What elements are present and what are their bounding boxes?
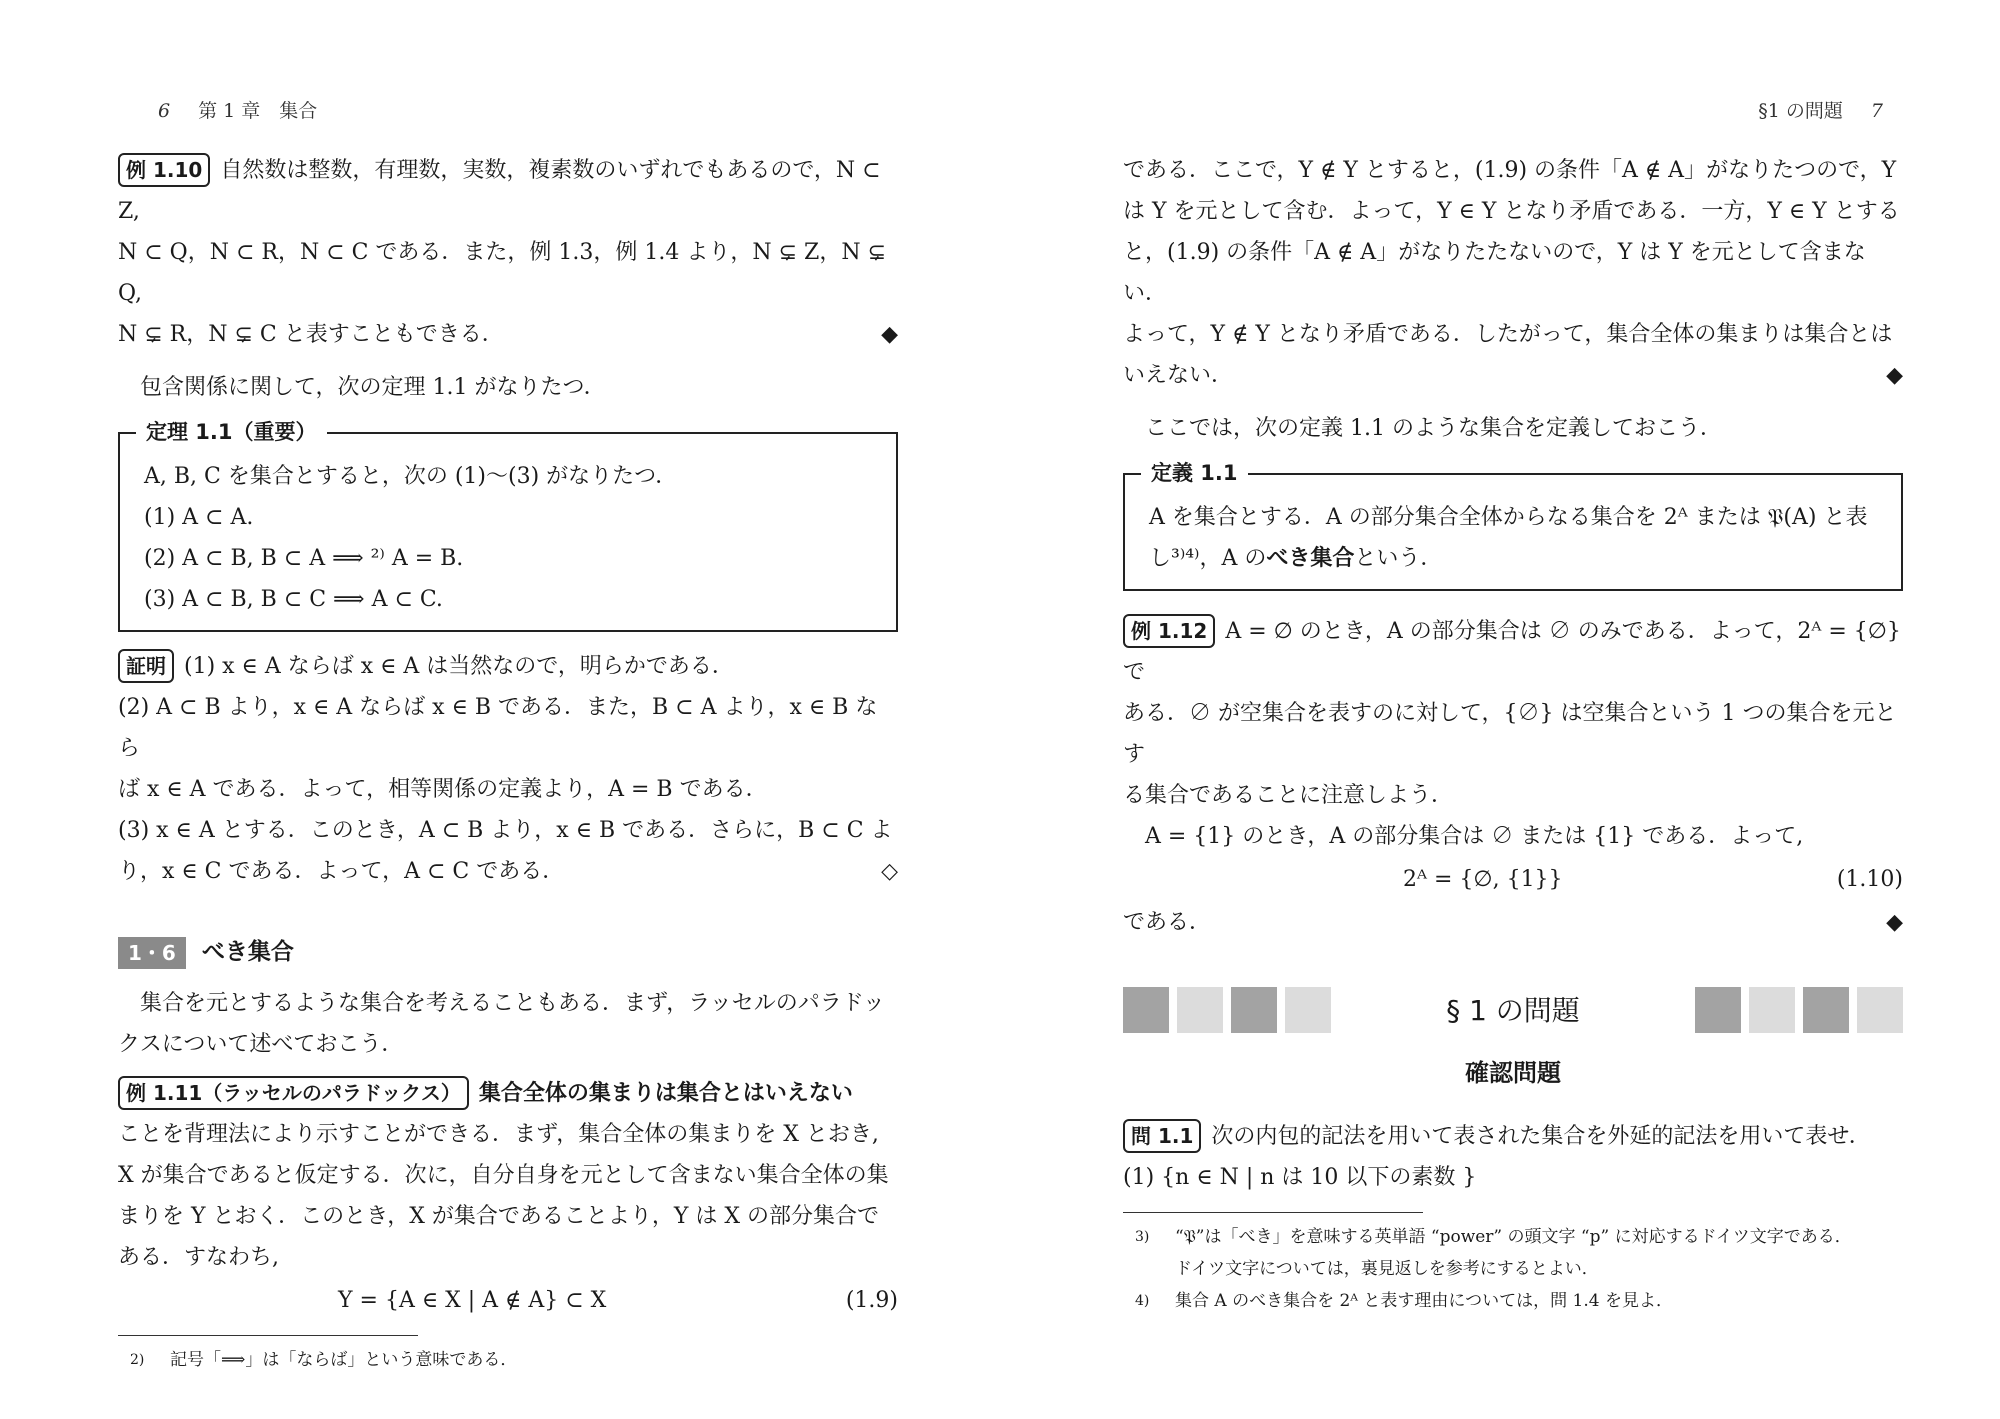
deco-block (1177, 987, 1223, 1033)
example-label: 例 1.10 (118, 153, 210, 187)
equation-number: (1.9) (845, 1288, 898, 1313)
footnote-text: 集合 A のべき集合を 2ᴬ と表す理由については，問 1.4 を見よ． (1175, 1291, 1673, 1311)
footnote-3 (1123, 1221, 1903, 1253)
text-line: いえない． (1123, 363, 1234, 388)
text-line: る集合であることに注意しよう． (1123, 783, 1454, 808)
text-fragment: し³⁾⁴⁾，A の (1149, 546, 1267, 571)
text-line: よって，Y ∉ Y となり矛盾である．したがって，集合全体の集まりは集合とは (1123, 322, 1893, 347)
footnote-mark: 2) (130, 1352, 145, 1368)
problem-label: 問 1.1 (1123, 1119, 1201, 1153)
problem-item: (1) {n ∈ N | n は 10 以下の素数 } (1123, 1165, 1477, 1190)
footnote-rule (118, 1335, 418, 1336)
proof-label: 証明 (118, 649, 174, 683)
text-line: である． (1123, 910, 1212, 935)
text-fragment: という． (1354, 546, 1443, 571)
deco-block (1123, 987, 1169, 1033)
example-1-12 (1123, 611, 1903, 693)
theorem-box (118, 420, 898, 632)
definition-title: 定義 1.1 (1141, 458, 1248, 488)
definition-line: A を集合とする．A の部分集合全体からなる集合を 2ᴬ または 𝔓(A) と表 (1149, 505, 1868, 530)
text-line-with-end (118, 851, 898, 892)
end-mark-diamond-icon: ◆ (1886, 363, 1903, 388)
problems-title: § 1 の問題 (1446, 993, 1580, 1027)
problem-1-1 (1123, 1116, 1903, 1157)
footnote-mark: 4) (1135, 1293, 1150, 1309)
text-line: A = {1} のとき，A の部分集合は ∅ または {1} である．よって, (1145, 824, 1804, 849)
text-line: A = ∅ のとき，A の部分集合は ∅ のみである．よって，2ᴬ = {∅} で (1123, 619, 1901, 685)
text-line: (1) x ∈ A ならば x ∈ A は当然なので，明らかである． (184, 654, 734, 679)
text-line: り，x ∈ C である．よって，A ⊂ C である． (118, 859, 565, 884)
section-heading (118, 932, 898, 973)
equation-body: Y = {A ∈ X | A ∉ A} ⊂ X (338, 1288, 607, 1313)
theorem-line: (2) A ⊂ B, B ⊂ A ⟹ ²⁾ A = B. (144, 546, 464, 571)
proof (118, 646, 898, 687)
definition-box (1123, 461, 1903, 591)
page-number: 7 (1870, 100, 1883, 122)
deco-block (1695, 987, 1741, 1033)
deco-block (1285, 987, 1331, 1033)
theorem-line: (1) A ⊂ A. (144, 505, 254, 530)
problems-subtitle: 確認問題 (1465, 1059, 1561, 1087)
text-line: ば x ∈ A である．よって，相等関係の定義より，A = B である． (118, 777, 768, 802)
section-running-title: §1 の問題 (1758, 100, 1843, 122)
text-line: N ⊂ Q，N ⊂ R，N ⊂ C である．また，例 1.3，例 1.4 より，N ⊊ Z，N ⊊ Q, (118, 240, 887, 306)
deco-block (1231, 987, 1277, 1033)
left-content (118, 150, 898, 1376)
text-line: N ⊊ R，N ⊊ C と表すこともできる． (118, 322, 504, 347)
text-line: 集合を元とするような集合を考えることもある．まず，ラッセルのパラドッ (140, 991, 885, 1016)
deco-block (1857, 987, 1903, 1033)
text-line: 自然数は整数，有理数，実数，複素数のいずれでもあるので，N ⊂ Z, (118, 158, 881, 224)
footnote-text: ドイツ文字については，裏見返しを参考にするとよい． (1175, 1259, 1599, 1279)
left-header (136, 96, 317, 123)
text-line: ある．すなわち, (118, 1245, 279, 1270)
left-page (118, 0, 898, 1419)
footnote-text: 記号「⟹」は「ならば」という意味である． (170, 1350, 518, 1370)
decorative-blocks-right (1695, 987, 1903, 1033)
end-mark-diamond-icon: ◆ (1886, 910, 1903, 935)
text-line: ある．∅ が空集合を表すのに対して，{∅} は空集合という 1 つの集合を元とす (1123, 701, 1897, 767)
example-label: 例 1.12 (1123, 614, 1215, 648)
text-line: (3) x ∈ A とする．このとき，A ⊂ B より，x ∈ B である．さらに，B ⊂ C よ (118, 818, 893, 843)
footnote-text: “𝔓”は「べき」を意味する英単語 “power” の頭文字 “p” に対応するドイツ文字である． (1175, 1227, 1852, 1247)
text-line: 次の内包的記法を用いて表された集合を外延的記法を用いて表せ． (1211, 1124, 1871, 1149)
theorem-line: (3) A ⊂ B, B ⊂ C ⟹ A ⊂ C. (144, 587, 443, 612)
section-number: 1・6 (118, 937, 186, 969)
equation-number: (1.10) (1836, 867, 1903, 892)
text-line-with-end (1123, 902, 1903, 943)
defined-term: べき集合 (1266, 546, 1355, 571)
text-line: と，(1.9) の条件「A ∉ A」がなりたたないので，Y は Y を元として含まない． (1123, 240, 1866, 306)
footnote-rule (1123, 1212, 1423, 1213)
footnote-mark: 3) (1135, 1229, 1150, 1245)
paragraph: ここでは，次の定義 1.1 のような集合を定義しておこう． (1145, 416, 1722, 441)
chapter-title: 第 1 章 集合 (198, 100, 318, 122)
text-line: まりを Y とおく．このとき，X が集合であることより，Y は X の部分集合で (118, 1204, 880, 1229)
problems-heading (1123, 987, 1903, 1033)
footnote-2 (118, 1344, 898, 1376)
text-line-with-end (118, 314, 898, 355)
decorative-blocks-left (1123, 987, 1331, 1033)
end-mark-diamond-icon: ◆ (881, 322, 898, 347)
paragraph: 包含関係に関して，次の定理 1.1 がなりたつ． (140, 375, 606, 400)
deco-block (1749, 987, 1795, 1033)
theorem-title: 定理 1.1（重要） (136, 417, 327, 447)
equation-body: 2ᴬ = {∅, {1}} (1403, 867, 1563, 892)
page-number: 6 (158, 100, 171, 122)
example-1-11 (118, 1073, 898, 1114)
text-line: (2) A ⊂ B より，x ∈ A ならば x ∈ B である．また，B ⊂ A より，x ∈ B なら (118, 695, 878, 761)
example-label: 例 1.11（ラッセルのパラドックス） (118, 1076, 469, 1110)
text-line: X が集合であると仮定する．次に，自分自身を元として含まない集合全体の集 (118, 1163, 889, 1188)
right-page (1123, 0, 1903, 1419)
text-line: である．ここで，Y ∉ Y とすると，(1.9) の条件「A ∉ A」がなりたつので，Y (1123, 158, 1897, 183)
text-line: クスについて述べておこう． (118, 1032, 404, 1057)
right-content (1123, 150, 1903, 1317)
definition-line (1149, 538, 1877, 579)
example-1-10 (118, 150, 898, 232)
footnote-3-cont (1123, 1253, 1903, 1285)
equation-1-9 (118, 1280, 898, 1321)
text-line-with-end (1123, 355, 1903, 396)
example-headline: 集合全体の集まりは集合とはいえない (478, 1081, 853, 1106)
section-title: べき集合 (201, 939, 294, 965)
text-line: ことを背理法により示すことができる．まず，集合全体の集まりを X とおき, (118, 1122, 879, 1147)
end-mark-hollow-diamond-icon: ◇ (881, 859, 898, 884)
footnote-4 (1123, 1285, 1903, 1317)
theorem-line: A, B, C を集合とすると，次の (1)〜(3) がなりたつ． (144, 464, 678, 489)
equation-1-10 (1123, 859, 1903, 900)
deco-block (1803, 987, 1849, 1033)
right-header (1758, 96, 1903, 123)
text-line: は Y を元として含む．よって，Y ∈ Y となり矛盾である．一方，Y ∈ Y とする (1123, 199, 1900, 224)
